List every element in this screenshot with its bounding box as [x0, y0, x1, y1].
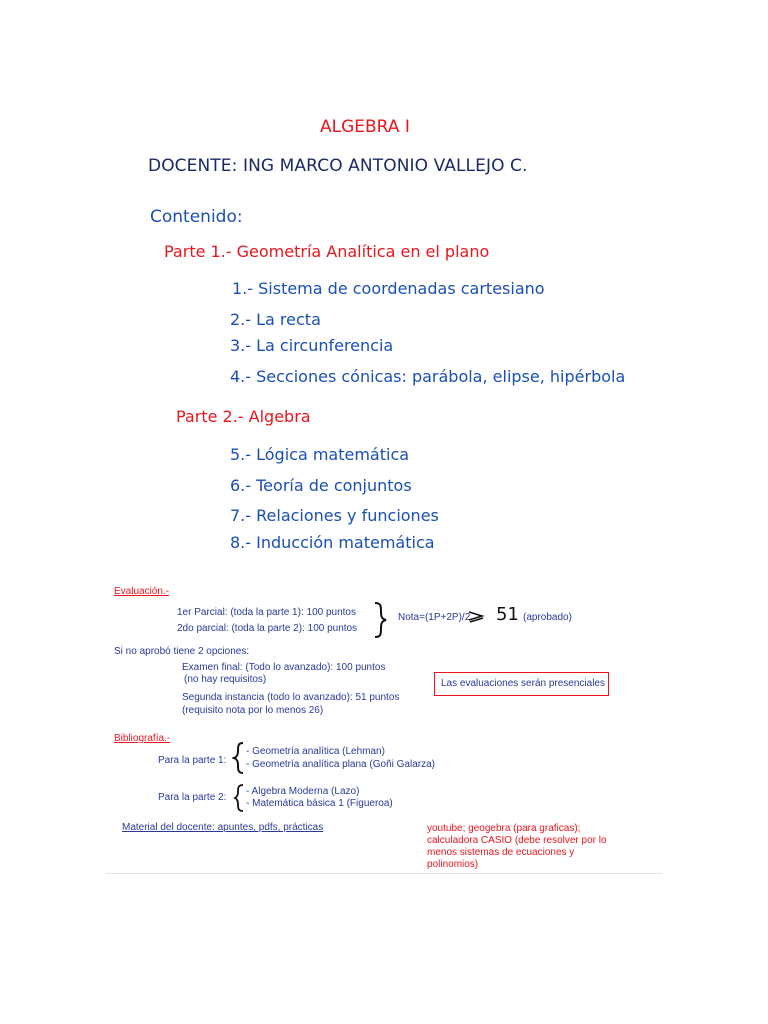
parte1-title: Parte 1.- Geometría Analítica en el plano — [164, 242, 490, 261]
requisito-nota: (requisito nota por lo menos 26) — [182, 705, 324, 716]
parte2-item-6: 6.- Teoría de conjuntos — [230, 476, 412, 495]
parcial-2: 2do parcial: (toda la parte 2): 100 puntos — [177, 623, 358, 634]
greater-equal-icon — [467, 610, 485, 624]
presenciales-box — [434, 672, 609, 696]
curly-brace-icon — [370, 602, 388, 638]
material-docente: Material del docente: apuntes, pdfs, prácticas — [122, 822, 324, 833]
bottom-divider — [106, 873, 662, 874]
presenciales-note: Las evaluaciones serán presenciales — [441, 678, 605, 689]
parte2-item-7: 7.- Relaciones y funciones — [230, 506, 439, 525]
recursos-line-2: calculadora CASIO (debe resolver por lo — [427, 835, 607, 846]
parte2-item-8: 8.- Inducción matemática — [230, 533, 435, 552]
parcial-1: 1er Parcial: (toda la parte 1): 100 puntos — [177, 607, 356, 618]
book-lehman: - Geometría analítica (Lehman) — [246, 746, 385, 757]
book-figueroa: - Matemática básica 1 (Figueroa) — [246, 798, 393, 809]
curly-brace-icon — [232, 742, 246, 774]
docente-line: DOCENTE: ING MARCO ANTONIO VALLEJO C. — [148, 156, 528, 176]
parte1-item-2: 2.- La recta — [230, 310, 321, 329]
book-goni-galarza: - Geometría analítica plana (Goñi Galarza) — [246, 759, 435, 770]
examen-final: Examen final: (Todo lo avanzado): 100 puntos — [182, 662, 386, 673]
recursos-line-3: menos sistemas de ecuaciones y — [427, 847, 575, 858]
document-title: ALGEBRA I — [320, 117, 410, 137]
parte1-item-3: 3.- La circunferencia — [230, 336, 394, 355]
parte2-title: Parte 2.- Algebra — [176, 407, 311, 426]
parte1-item-1: 1.- Sistema de coordenadas cartesiano — [232, 279, 545, 298]
nota-value: 51 — [496, 604, 519, 625]
segunda-instancia: Segunda instancia (todo lo avanzado): 51 puntos — [182, 692, 400, 703]
bibliografia-heading: Bibliografía.- — [114, 733, 171, 744]
parte2-item-5: 5.- Lógica matemática — [230, 445, 410, 464]
parte1-label: Para la parte 1: — [158, 755, 227, 766]
recursos-line-4: polinomios) — [427, 859, 479, 870]
evaluacion-heading: Evaluación.- — [114, 586, 170, 597]
si-no-aprobo: Si no aprobó tiene 2 opciones: — [114, 646, 250, 657]
parte2-label: Para la parte 2: — [158, 792, 227, 803]
recursos-note — [427, 823, 607, 871]
aprobado-label: (aprobado) — [523, 612, 572, 623]
contenido-heading: Contenido: — [150, 207, 243, 227]
nota-formula: Nota=(1P+2P)/2 — [398, 612, 471, 623]
no-requisitos: (no hay requisitos) — [184, 674, 267, 685]
curly-brace-icon — [233, 784, 245, 812]
book-lazo: - Algebra Moderna (Lazo) — [246, 786, 360, 797]
parte1-item-4: 4.- Secciones cónicas: parábola, elipse, hipérbola — [230, 367, 626, 386]
recursos-line-1: youtube; geogebra (para graficas); — [427, 823, 581, 834]
